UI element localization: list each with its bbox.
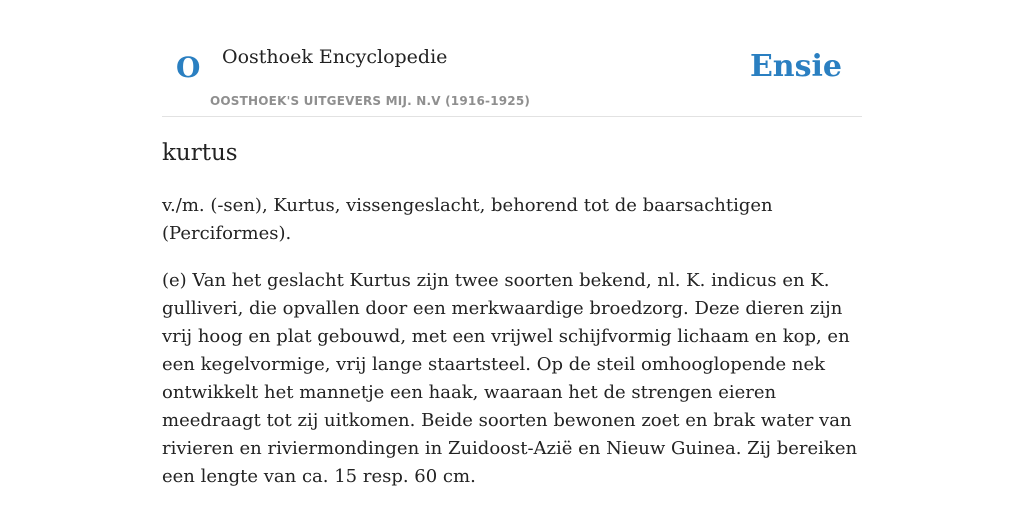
source-title-link[interactable]: Oosthoek Encyclopedie xyxy=(222,46,448,68)
entry-body xyxy=(162,192,862,510)
source-logo[interactable]: O xyxy=(176,51,201,84)
entry-definition: v./m. (-sen), Kurtus, vissengeslacht, behorend tot de baarsachtigen (Perciformes). xyxy=(162,195,773,244)
entry-description: (e) Van het geslacht Kurtus zijn twee soorten bekend, nl. K. indicus en K. gulliveri, die opvallen door een merkwaardige broedzorg. Deze dieren zijn vrij hoog en plat gebouwd, met een vrijwel schijfvormig lichaam en kop, en een kegelvormige, vrij lange staartsteel. Op de steil omhooglopende nek ontwikkelt het mannetje een haak, waaraan het de strengen eieren meedraagt tot zij uitkomen. Beide soorten bewonen zoet en brak water van rivieren en riviermondingen in Zuidoost-Azië en Nieuw Guinea. Zij bereiken een lengte van ca. 15 resp. 60 cm. xyxy=(162,270,858,487)
source-publisher: OOSTHOEK'S UITGEVERS MIJ. N.V (1916-1925) xyxy=(210,94,531,108)
entry-title: kurtus xyxy=(162,140,238,166)
brand-logo-link[interactable]: Ensie xyxy=(749,49,842,84)
source-header xyxy=(162,30,862,117)
